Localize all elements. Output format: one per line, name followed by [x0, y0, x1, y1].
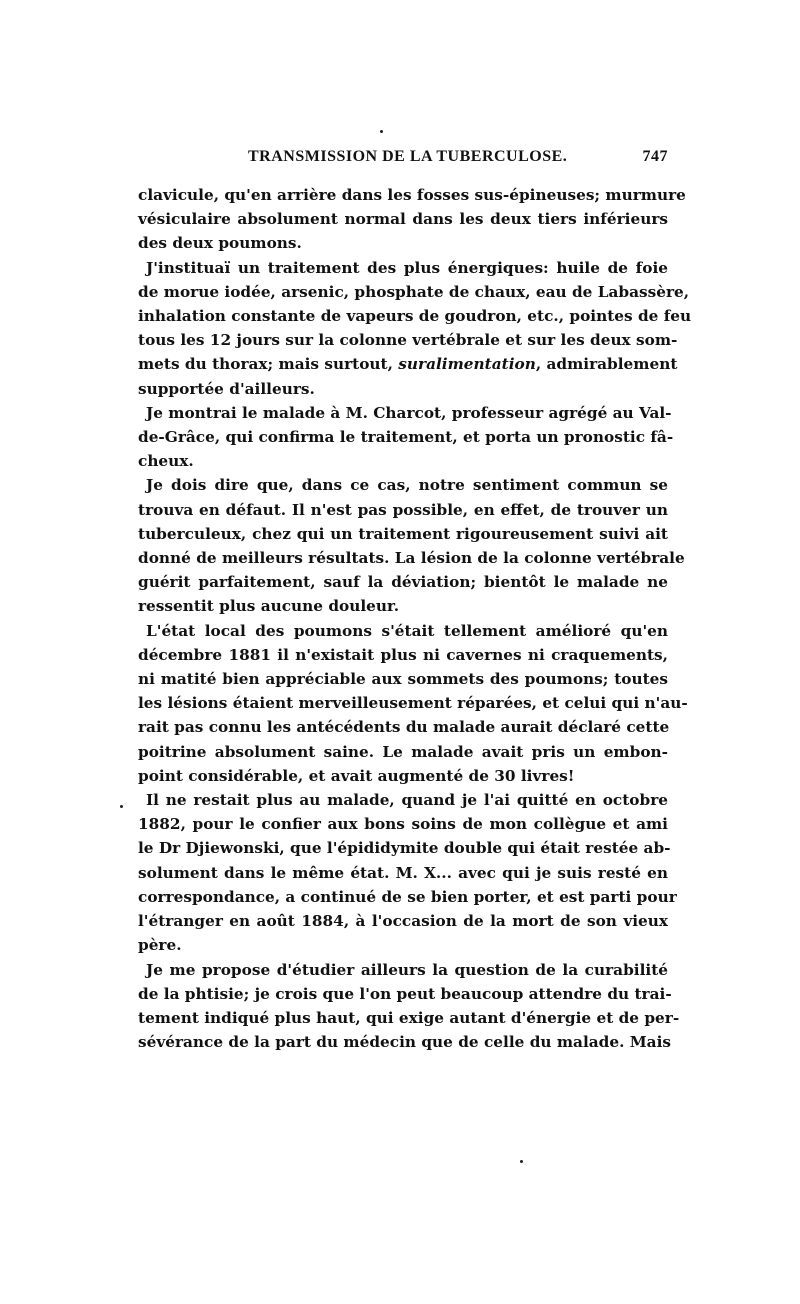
text-line: tous les 12 jours sur la colonne vertébrale et sur les deux som- — [138, 331, 678, 350]
text-line: correspondance, a continué de se bien porter, et est parti pour — [138, 887, 677, 906]
text-segment: mets du thorax; mais surtout, — [138, 355, 393, 374]
text-line — [138, 352, 678, 376]
text-line: clavicule, qu'en arrière dans les fosses sus-épineuses; murmure — [138, 186, 686, 204]
text-line: supportée d'ailleurs. — [138, 379, 315, 398]
text-line: tuberculeux, chez qui un traitement rigoureusement suivi ait — [138, 524, 668, 543]
text-line: de la phtisie; je crois que l'on peut beaucoup attendre du trai- — [138, 984, 672, 1003]
italic-term: suralimentation — [398, 355, 536, 374]
scan-speck — [520, 1160, 523, 1163]
paragraph-start-line: J'instituaï un traitement des plus énergiques: huile de foie — [146, 258, 668, 277]
text-line: père. — [138, 936, 182, 955]
paragraph-start-line: Je dois dire que, dans ce cas, notre sentiment commun se — [146, 476, 668, 495]
paragraph-start-line: Il ne restait plus au malade, quand je l'ai quitté en octobre — [146, 791, 668, 810]
paragraph-start-line: L'état local des poumons s'était tellement amélioré qu'en — [146, 621, 668, 640]
text-line: guérit parfaitement, sauf la déviation; bientôt le malade ne — [138, 573, 668, 592]
text-line: sévérance de la part du médecin que de celle du malade. Mais — [138, 1033, 672, 1052]
text-line: trouva en défaut. Il n'est pas possible, en effet, de trouver un — [138, 500, 668, 519]
text-line: des deux poumons. — [138, 234, 302, 253]
text-line: le Dr Djiewonski, que l'épididymite double qui était restée ab- — [138, 839, 671, 858]
text-line: ressentit plus aucune douleur. — [138, 597, 400, 616]
text-segment: , admirablement — [535, 355, 678, 374]
text-line: point considérable, et avait augmenté de 30 livres! — [138, 766, 575, 785]
text-line: décembre 1881 il n'existait plus ni cavernes ni craquements, — [138, 645, 668, 664]
text-line: solument dans le même état. M. X... avec qui je suis resté en — [138, 863, 668, 882]
text-line: tement indiqué plus haut, qui exige autant d'énergie et de per- — [138, 1008, 680, 1027]
text-line: donné de meilleurs résultats. La lésion de la colonne vertébrale — [138, 549, 685, 568]
text-line: les lésions étaient merveilleusement réparées, et celui qui n'au- — [138, 694, 688, 713]
text-line: l'étranger en août 1884, à l'occasion de la mort de son vieux — [138, 912, 668, 931]
body-text — [138, 183, 692, 1054]
running-head — [138, 148, 668, 174]
page-number: 747 — [642, 148, 668, 165]
text-line: inhalation constante de vapeurs de goudron, etc., pointes de feu — [138, 307, 692, 326]
text-line: cheux. — [138, 452, 194, 471]
paragraph-start-line: Je montrai le malade à M. Charcot, professeur agrégé au Val- — [146, 403, 672, 422]
text-line: 1882, pour le confier aux bons soins de mon collègue et ami — [138, 815, 668, 834]
text-line: poitrine absolument saine. Le malade avait pris un embon- — [138, 742, 668, 761]
scan-speck — [380, 130, 383, 133]
scan-speck — [120, 805, 123, 808]
running-title: TRANSMISSION DE LA TUBERCULOSE. — [248, 148, 568, 165]
text-line: de-Grâce, qui confirma le traitement, et porta un pronostic fâ- — [138, 428, 674, 447]
text-line: ni matité bien appréciable aux sommets des poumons; toutes — [138, 670, 668, 689]
paragraph-start-line: Je me propose d'étudier ailleurs la question de la curabilité — [146, 960, 668, 979]
text-line: rait pas connu les antécédents du malade aurait déclaré cette — [138, 718, 670, 737]
text-line: vésiculaire absolument normal dans les deux tiers inférieurs — [138, 210, 668, 229]
text-line: de morue iodée, arsenic, phosphate de chaux, eau de Labassère, — [138, 282, 690, 301]
